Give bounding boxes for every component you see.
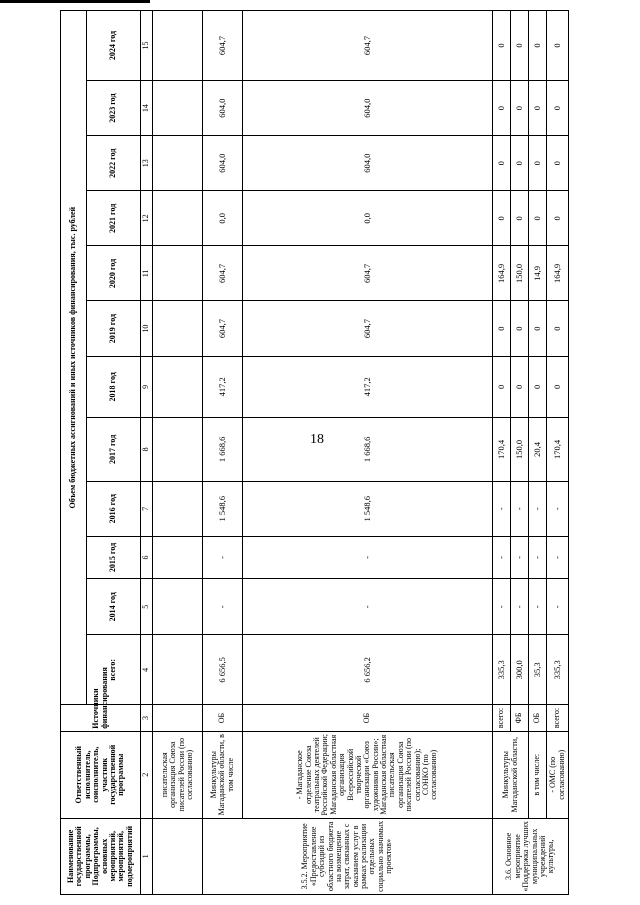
value-cell: 604,7 — [203, 301, 243, 356]
value-cell: 170,4 — [493, 418, 511, 482]
value-cell: 0 — [547, 11, 569, 81]
value-cell: 0 — [529, 81, 547, 136]
value-cell: 150,0 — [511, 418, 529, 482]
value-cell: 0 — [493, 191, 511, 246]
col-number: 8 — [141, 418, 153, 482]
value-cell: 417,2 — [203, 356, 243, 417]
value-cell: - — [511, 481, 529, 536]
value-cell: 6 656,2 — [243, 635, 493, 705]
header-year: 2023 год — [87, 81, 141, 136]
value-cell: 604,0 — [203, 81, 243, 136]
value-cell: 170,4 — [547, 418, 569, 482]
value-cell: - — [547, 579, 569, 635]
value-cell: 6 656,5 — [203, 635, 243, 705]
executor-cell: - ОМС (по согласованию) — [547, 731, 569, 818]
source-cell: ОБ — [243, 705, 493, 731]
top-rule — [0, 0, 150, 3]
value-cell: - — [493, 536, 511, 578]
col-number: 6 — [141, 536, 153, 578]
value-cell: 0,0 — [203, 191, 243, 246]
col-number: 10 — [141, 301, 153, 356]
value-cell: 14,9 — [529, 246, 547, 301]
header-year: 2014 год — [87, 579, 141, 635]
source-cell: всего: — [547, 705, 569, 731]
header-executor: Ответственный исполнитель, соисполнитель, участник государственной программы — [61, 731, 141, 818]
col-number: 7 — [141, 481, 153, 536]
value-cell: 0 — [511, 191, 529, 246]
value-cell — [153, 136, 203, 191]
value-cell — [153, 356, 203, 417]
value-cell — [153, 481, 203, 536]
value-cell: - — [493, 579, 511, 635]
value-cell: 0 — [493, 136, 511, 191]
value-cell: - — [203, 536, 243, 578]
value-cell: 20,4 — [529, 418, 547, 482]
value-cell: 1 548,6 — [203, 481, 243, 536]
header-year: 2019 год — [87, 301, 141, 356]
header-year: 2018 год — [87, 356, 141, 417]
col-number: 1 — [141, 818, 153, 894]
value-cell: 604,0 — [243, 136, 493, 191]
value-cell: - — [547, 536, 569, 578]
value-cell: - — [529, 536, 547, 578]
value-cell: - — [243, 579, 493, 635]
value-cell: 0 — [547, 356, 569, 417]
value-cell: - — [511, 579, 529, 635]
value-cell: 1 668,6 — [203, 418, 243, 482]
executor-cell: в том числе: — [529, 731, 547, 818]
header-year: 2016 год — [87, 481, 141, 536]
value-cell: 0 — [547, 136, 569, 191]
value-cell: 35,3 — [529, 635, 547, 705]
col-number: 12 — [141, 191, 153, 246]
col-number: 13 — [141, 136, 153, 191]
value-cell — [153, 81, 203, 136]
value-cell: 604,7 — [243, 246, 493, 301]
value-cell: 0 — [529, 356, 547, 417]
header-total: всего: — [87, 635, 141, 705]
col-number: 11 — [141, 246, 153, 301]
value-cell: 0 — [511, 136, 529, 191]
value-cell: 0 — [529, 136, 547, 191]
value-cell: 604,7 — [243, 301, 493, 356]
value-cell: - — [529, 481, 547, 536]
col-number: 4 — [141, 635, 153, 705]
source-cell — [153, 705, 203, 731]
value-cell: 335,3 — [493, 635, 511, 705]
value-cell: 300,0 — [511, 635, 529, 705]
financing-table — [60, 10, 569, 895]
measure-3-5-2: 3.5.2. Мероприятие «Предоставление субсидий из областного бюджета на возмещение затрат, связанных с оказанием услуг в рамках реализации отдельных социально значимых проектов» — [203, 818, 493, 894]
executor-cell: писательская организация Союза писателей России (по согласованию) — [153, 731, 203, 818]
value-cell: 0 — [547, 81, 569, 136]
value-cell: 0 — [493, 81, 511, 136]
value-cell: - — [547, 481, 569, 536]
value-cell: 604,0 — [203, 136, 243, 191]
value-cell: 164,9 — [493, 246, 511, 301]
value-cell: 0 — [511, 301, 529, 356]
value-cell — [153, 191, 203, 246]
col-number: 3 — [141, 705, 153, 731]
source-cell: ФБ — [511, 705, 529, 731]
value-cell: 0 — [529, 11, 547, 81]
header-source: Источники финансирования — [61, 705, 141, 731]
header-year: 2015 год — [87, 536, 141, 578]
header-year: 2022 год — [87, 136, 141, 191]
header-year: 2017 год — [87, 418, 141, 482]
header-year: 2021 год — [87, 191, 141, 246]
header-year: 2020 год — [87, 246, 141, 301]
value-cell: - — [243, 536, 493, 578]
header-program: Наименование государственной программы, Подпрограммы, основных мероприятий, мероприятий, подмероприятий — [61, 818, 141, 894]
value-cell — [153, 536, 203, 578]
value-cell: 150,0 — [511, 246, 529, 301]
source-cell: ОБ — [203, 705, 243, 731]
source-cell: всего: — [493, 705, 511, 731]
value-cell: 0 — [547, 301, 569, 356]
executor-cell: Минкультуры Магаданской области, — [493, 731, 529, 818]
value-cell: 0 — [493, 356, 511, 417]
value-cell — [153, 301, 203, 356]
value-cell: 0 — [511, 81, 529, 136]
header-year: 2024 год — [87, 11, 141, 81]
value-cell: 604,7 — [203, 11, 243, 81]
value-cell — [153, 418, 203, 482]
value-cell — [153, 11, 203, 81]
value-cell: 1 668,6 — [243, 418, 493, 482]
rotated-table-container — [60, 10, 568, 895]
value-cell: - — [493, 481, 511, 536]
source-cell: ОБ — [529, 705, 547, 731]
value-cell: 1 548,6 — [243, 481, 493, 536]
value-cell: 0 — [511, 356, 529, 417]
value-cell: 604,7 — [203, 246, 243, 301]
value-cell: 0 — [529, 301, 547, 356]
value-cell: 0 — [529, 191, 547, 246]
col-number: 14 — [141, 81, 153, 136]
value-cell: 335,3 — [547, 635, 569, 705]
col-number: 15 — [141, 11, 153, 81]
value-cell: - — [511, 536, 529, 578]
value-cell: - — [203, 579, 243, 635]
value-cell: 0 — [493, 301, 511, 356]
col-number: 5 — [141, 579, 153, 635]
measure-3-6: 3.6. Основное мероприятие «Поддержка лучших муниципальных учреждений культуры, — [493, 818, 569, 894]
executor-cell: Минкультуры Магаданской области, в том числе — [203, 731, 243, 818]
header-funding: Объем бюджетных ассигнований и иных источников финансирования, тыс. рублей — [61, 11, 87, 705]
value-cell: 417,2 — [243, 356, 493, 417]
value-cell: 0 — [511, 11, 529, 81]
executor-cell: - Магаданское отделение Союза театральных деятелей Российской Федерации; Магаданская областная организация Всероссийской творческой организации «Союз художников России»; Магаданская областная писательская организация Союза писателей России (по согласованию); СОНКО (по согласованию) — [243, 731, 493, 818]
value-cell — [153, 579, 203, 635]
value-cell — [153, 635, 203, 705]
col-number: 9 — [141, 356, 153, 417]
col-number: 2 — [141, 731, 153, 818]
value-cell: 604,0 — [243, 81, 493, 136]
value-cell: 164,9 — [547, 246, 569, 301]
value-cell: - — [529, 579, 547, 635]
value-cell: 0 — [547, 191, 569, 246]
value-cell: 0 — [493, 11, 511, 81]
value-cell — [153, 246, 203, 301]
measure-cell-empty — [153, 818, 203, 894]
page-number: 18 — [310, 432, 324, 447]
value-cell: 604,7 — [243, 11, 493, 81]
value-cell: 0,0 — [243, 191, 493, 246]
